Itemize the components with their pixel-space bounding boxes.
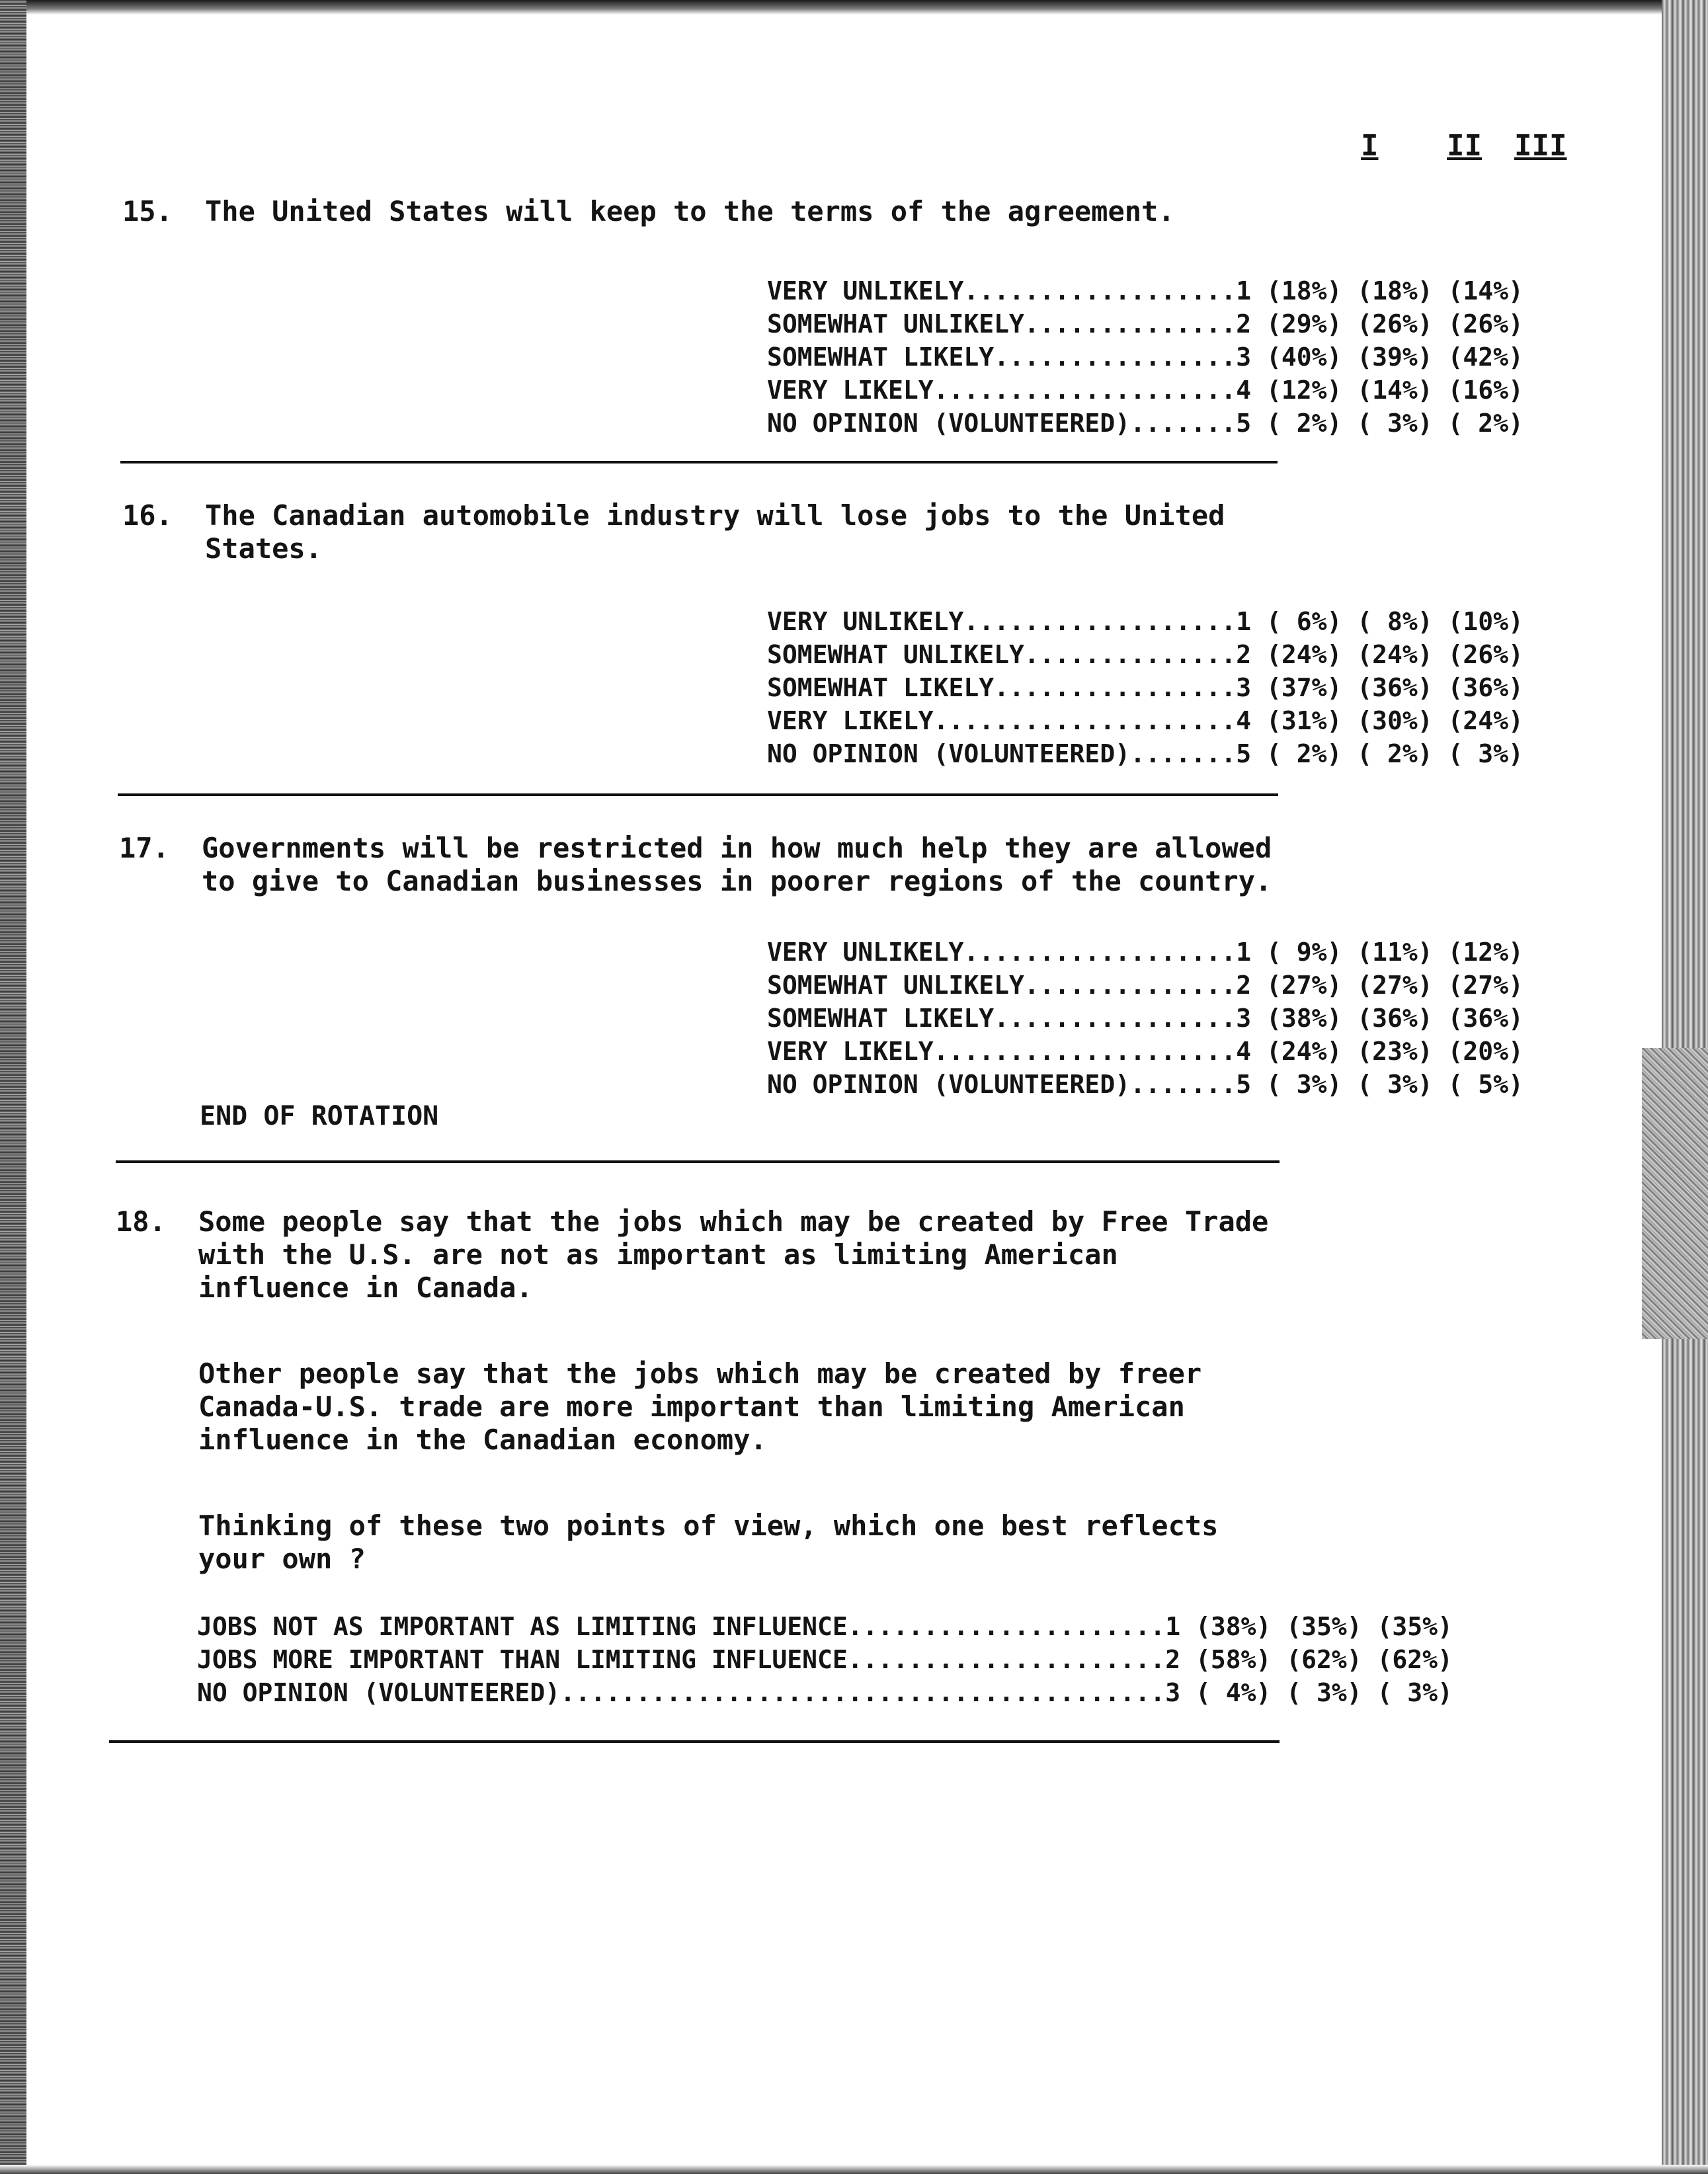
question-text-line: with the U.S. are not as important as limiting American	[198, 1238, 1118, 1271]
response-option: NO OPINION (VOLUNTEERED).......5 ( 3%) ( 3%) ( 5%)	[767, 1070, 1524, 1099]
response-option: JOBS NOT AS IMPORTANT AS LIMITING INFLUENCE.....................1 (38%) (35%) (35%)	[197, 1612, 1453, 1641]
question-text-line: influence in the Canadian economy.	[198, 1424, 767, 1456]
response-option: NO OPINION (VOLUNTEERED).......5 ( 2%) ( 3%) ( 2%)	[767, 409, 1524, 438]
question-text-line: Some people say that the jobs which may be created by Free Trade	[198, 1205, 1269, 1238]
question-text-line: to give to Canadian businesses in poorer regions of the country.	[202, 865, 1272, 897]
column-header-3: III	[1514, 129, 1567, 163]
section-divider	[109, 1740, 1280, 1743]
response-option: VERY UNLIKELY..................1 ( 9%) (11%) (12%)	[767, 938, 1524, 967]
question-number: 15.	[122, 195, 173, 227]
question-15	[122, 195, 1175, 294]
section-divider	[118, 793, 1278, 796]
column-header-1: I	[1361, 129, 1379, 163]
question-text-line: influence in Canada.	[198, 1271, 533, 1304]
question-text-line: The United States will keep to the terms of the agreement.	[205, 195, 1175, 227]
response-option: NO OPINION (VOLUNTEERED).......5 ( 2%) ( 2%) ( 3%)	[767, 739, 1524, 768]
question-text-line: Thinking of these two points of view, which one best reflects	[198, 1510, 1219, 1542]
end-of-rotation-label: END OF ROTATION	[200, 1101, 439, 1131]
question-text-line: Other people say that the jobs which may be created by freer	[198, 1357, 1202, 1390]
question-number: 17.	[119, 832, 169, 864]
scan-left-edge	[0, 0, 26, 2174]
response-option: VERY LIKELY....................4 (12%) (14%) (16%)	[767, 376, 1524, 405]
response-option: SOMEWHAT UNLIKELY..............2 (27%) (27%) (27%)	[767, 971, 1524, 1000]
question-text-line: The Canadian automobile industry will lose jobs to the United	[205, 499, 1225, 532]
scan-side-tab	[1642, 1048, 1708, 1339]
response-option: NO OPINION (VOLUNTEERED)........................................3 ( 4%) ( 3%) ( 3%)	[197, 1678, 1453, 1707]
section-divider	[120, 461, 1278, 463]
question-text-line: your own ?	[198, 1543, 366, 1575]
response-option: VERY LIKELY....................4 (24%) (23%) (20%)	[767, 1037, 1524, 1066]
response-option: SOMEWHAT LIKELY................3 (37%) (36%) (36%)	[767, 673, 1524, 702]
scan-top-edge	[0, 0, 1708, 15]
response-option: VERY LIKELY....................4 (31%) (30%) (24%)	[767, 706, 1524, 735]
question-number: 18.	[116, 1205, 166, 1238]
scan-bottom-edge	[0, 2165, 1708, 2174]
response-option: VERY UNLIKELY..................1 (18%) (18%) (14%)	[767, 276, 1524, 305]
question-number: 16.	[122, 499, 173, 532]
response-option: VERY UNLIKELY..................1 ( 6%) ( 8%) (10%)	[767, 607, 1524, 636]
question-text-line: Governments will be restricted in how much help they are allowed	[202, 832, 1272, 864]
response-option: SOMEWHAT UNLIKELY..............2 (24%) (24%) (26%)	[767, 640, 1524, 669]
column-header-2: II	[1447, 129, 1482, 163]
question-text-line: States.	[205, 532, 323, 565]
question-18	[116, 1205, 1269, 1575]
response-option: JOBS MORE IMPORTANT THAN LIMITING INFLUENCE.....................2 (58%) (62%) (62%)	[197, 1645, 1453, 1674]
question-text-line: Canada-U.S. trade are more important than limiting American	[198, 1390, 1185, 1423]
section-divider	[116, 1160, 1280, 1163]
response-option: SOMEWHAT LIKELY................3 (40%) (39%) (42%)	[767, 342, 1524, 372]
response-option: SOMEWHAT UNLIKELY..............2 (29%) (26%) (26%)	[767, 309, 1524, 339]
response-option: SOMEWHAT LIKELY................3 (38%) (36%) (36%)	[767, 1004, 1524, 1033]
